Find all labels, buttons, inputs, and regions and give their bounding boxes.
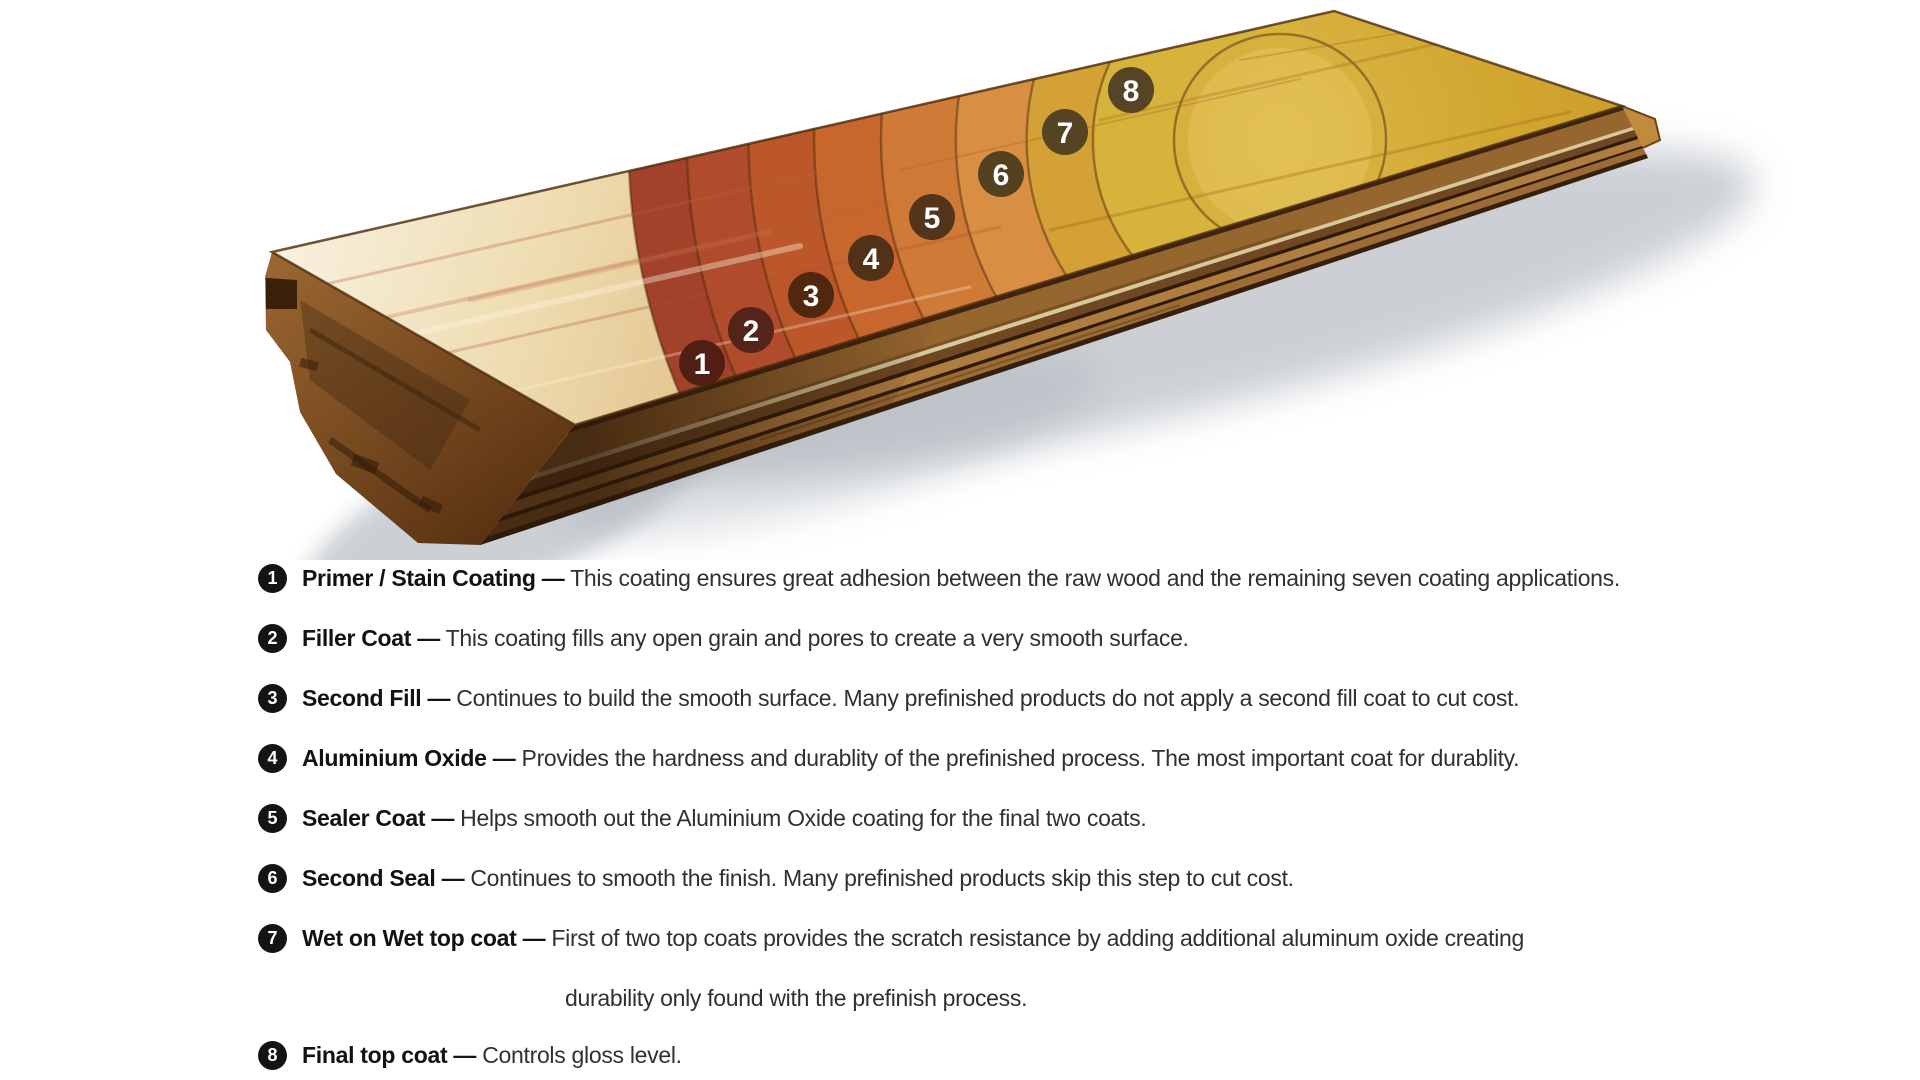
coating-step-4 [258, 744, 1519, 773]
band-badge-5 [909, 194, 955, 240]
step-term: Second Fill [302, 685, 422, 711]
step-number-badge: 7 [258, 924, 287, 953]
step-number-badge: 1 [258, 564, 287, 593]
svg-text:1: 1 [693, 347, 711, 381]
band-badge-8 [1108, 67, 1154, 113]
step-description: This coating ensures great adhesion between the raw wood and the remaining seven coating applications. [570, 565, 1620, 591]
step-description: This coating fills any open grain and pores to create a very smooth surface. [445, 625, 1189, 651]
step-term: Wet on Wet top coat [302, 925, 517, 951]
step-number-badge: 6 [258, 864, 287, 893]
step-number-badge: 8 [258, 1041, 287, 1070]
coating-step-3 [258, 684, 1519, 713]
step-number-badge: 4 [258, 744, 287, 773]
step-term: Final top coat [302, 1042, 448, 1068]
coating-step-1 [258, 564, 1620, 593]
dash-separator: — [541, 565, 565, 591]
coating-step-7 [258, 924, 1524, 1013]
svg-text:7: 7 [1056, 116, 1074, 150]
step-description: Continues to build the smooth surface. Many prefinished products do not apply a second fill coat to cut cost. [456, 685, 1520, 711]
step-description: First of two top coats provides the scratch resistance by adding additional aluminum oxide creating [551, 925, 1524, 951]
dash-separator: — [441, 865, 465, 891]
dash-separator: — [431, 805, 455, 831]
svg-text:3: 3 [802, 279, 820, 313]
dash-separator: — [492, 745, 516, 771]
band-badge-3 [788, 272, 834, 318]
svg-text:5: 5 [923, 201, 941, 235]
step-number-badge: 2 [258, 624, 287, 653]
dash-separator: — [417, 625, 440, 651]
step-term: Aluminium Oxide [302, 745, 487, 771]
step-description-continued: durability only found with the prefinish process. [565, 985, 1028, 1011]
step-number-badge: 3 [258, 684, 287, 713]
step-description: Continues to smooth the finish. Many prefinished products skip this step to cut cost. [470, 865, 1294, 891]
step-description: Helps smooth out the Aluminium Oxide coating for the final two coats. [460, 805, 1147, 831]
step-description: Provides the hardness and durablity of the prefinished process. The most important coat for durablity. [521, 745, 1520, 771]
dash-separator: — [453, 1042, 477, 1068]
step-term: Sealer Coat [302, 805, 426, 831]
band-badge-7 [1042, 109, 1088, 155]
step-number-badge: 5 [258, 804, 287, 833]
step-term: Second Seal [302, 865, 436, 891]
band-badge-4 [848, 235, 894, 281]
svg-text:6: 6 [992, 158, 1010, 192]
coating-step-5 [258, 804, 1146, 833]
svg-text:8: 8 [1122, 74, 1140, 108]
svg-text:4: 4 [862, 242, 880, 276]
coating-step-8 [258, 1041, 682, 1070]
step-term: Filler Coat [302, 625, 412, 651]
band-badge-6 [978, 151, 1024, 197]
dash-separator: — [427, 685, 451, 711]
svg-text:2: 2 [742, 314, 760, 348]
plank-groove [266, 278, 297, 309]
band-badge-1 [679, 340, 725, 386]
coating-step-6 [258, 864, 1294, 893]
step-term: Primer / Stain Coating [302, 565, 536, 591]
coating-step-2 [258, 624, 1189, 653]
band-badge-2 [728, 307, 774, 353]
dash-separator: — [522, 925, 546, 951]
step-description: Controls gloss level. [482, 1042, 682, 1068]
